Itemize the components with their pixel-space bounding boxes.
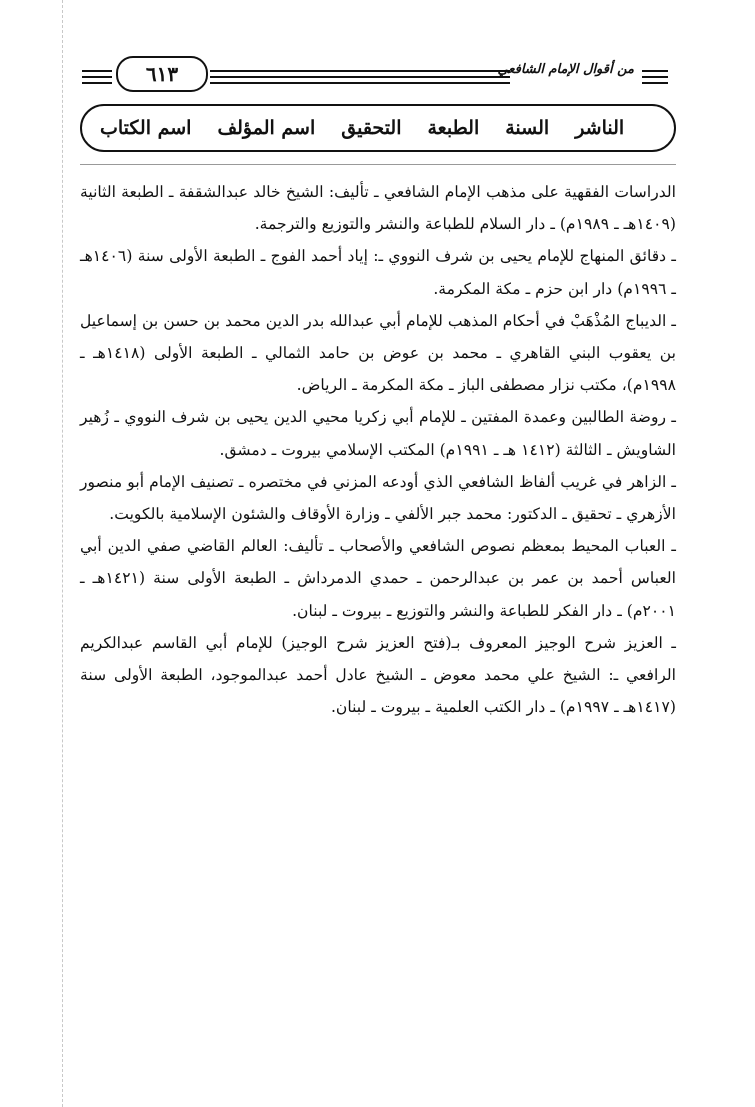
column-author: اسم المؤلف: [217, 117, 316, 139]
column-year: السنة: [505, 117, 550, 139]
bibliography-entries: [80, 176, 676, 723]
column-book-title: اسم الكتاب: [100, 117, 192, 139]
bibliography-entry: ـ روضة الطالبين وعمدة المفتين ـ للإمام أبي زكريا محيي الدين يحيى بن شرف النووي ـ زُهير الشاويش ـ الثالثة (١٤١٢ هـ ـ ١٩٩١م) المكتب الإسلامي بيروت ـ دمشق.: [80, 408, 676, 459]
columns-divider: [80, 164, 676, 165]
bibliography-entry: ـ الديباج المُذْهَبْ في أحكام المذهب للإمام أبي عبدالله بدر الدين محمد بن حسن بن إسماعيل بن يعقوب البني القاهري ـ محمد بن عوض بن حامد الثمالي ـ الطبعة الأولى (١٤١٨هـ ـ ١٩٩٨م)، مكتب نزار مصطفى الباز ـ مكة المكرمة ـ الرياض.: [80, 311, 677, 395]
bibliography-columns-header: [80, 104, 676, 152]
column-edition: الطبعة: [427, 117, 480, 139]
running-title: من أقوال الإمام الشافعي: [497, 62, 634, 77]
header-rule-left-lower: [82, 77, 112, 84]
page-header: [80, 56, 668, 92]
column-publisher: الناشر: [575, 117, 625, 139]
page-number: ٦١٣: [116, 56, 208, 92]
header-rule-right-lower: [642, 77, 668, 84]
header-rule-middle-lower: [210, 77, 510, 84]
header-rule-right: [642, 70, 668, 77]
bibliography-entry: ـ العباب المحيط بمعظم نصوص الشافعي والأصحاب ـ تأليف: العالم القاضي صفي الدين أبي العباس أحمد بن عمر بن عبدالرحمن ـ حمدي الدمرداش ـ الطبعة الأولى سنة (١٤٢١هـ ـ ٢٠٠١م) ـ دار الفكر للطباعة والنشر والتوزيع ـ بيروت ـ لبنان.: [80, 537, 676, 620]
bibliography-entry: ـ الزاهر في غريب ألفاظ الشافعي الذي أودعه المزني في مختصره ـ تصنيف الإمام أبو منصور الأزهري ـ تحقيق ـ الدكتور: محمد جبر الألفي ـ وزارة الأوقاف والشئون الإسلامية بالكويت.: [80, 472, 676, 524]
binding-margin-line: [62, 0, 63, 1107]
header-rule-left: [82, 70, 112, 77]
header-rule-middle: [210, 70, 510, 77]
bibliography-entry: ـ العزيز شرح الوجيز المعروف بـ(فتح العزيز شرح الوجيز) للإمام أبي القاسم عبدالكريم الرافعي ـ: الشيخ علي محمد معوض ـ الشيخ عادل أحمد عبدالموجود، الطبعة الأولى سنة (١٤١٧هـ ـ ١٩٩٧م) ـ دار الكتب العلمية ـ بيروت ـ لبنان.: [80, 633, 676, 717]
bibliography-entry: ـ دقائق المنهاج للإمام يحيى بن شرف النووي ـ: إياد أحمد الفوج ـ الطبعة الأولى سنة (١٤٠٦هـ ـ ١٩٩٦م) دار ابن حزم ـ مكة المكرمة.: [80, 247, 676, 298]
column-editor: التحقيق: [341, 117, 402, 139]
bibliography-entry: الدراسات الفقهية على مذهب الإمام الشافعي ـ تأليف: الشيخ خالد عبدالشقفة ـ الطبعة الثانية (١٤٠٩هـ ـ ١٩٨٩م) ـ دار السلام للطباعة والنشر والتوزيع والترجمة.: [80, 183, 676, 234]
